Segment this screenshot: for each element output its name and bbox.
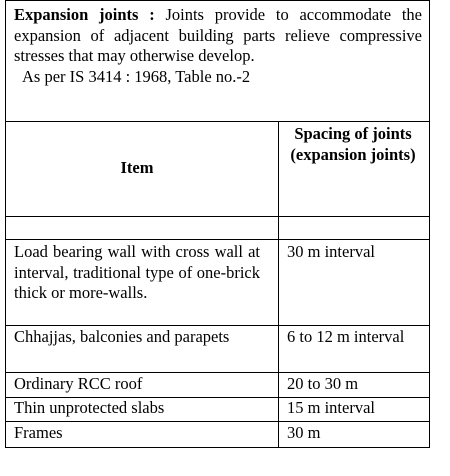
intro-separator: : [149,5,155,24]
table-row-thin-slabs-item: Thin unprotected slabs [14,398,165,417]
intro-paragraph [14,5,422,87]
header-divider [5,216,430,217]
table-row-load-bearing-item: Load bearing wall with cross wall at interval, traditional type of one-brick thick or more-walls. [14,242,260,302]
table-row-thin-slabs-spacing: 15 m interval [287,398,375,417]
table-row-frames-spacing: 30 m [287,423,321,442]
table-row-load-bearing-spacing: 30 m interval [287,242,375,261]
table-row-rcc-roof-item: Ordinary RCC roof [14,374,143,393]
row-divider [5,372,430,373]
intro-heading: Expansion joints [14,5,139,24]
table-border-left [5,0,6,448]
column-header-spacing-text: Spacing of joints (expansion joints) [290,124,416,164]
intro-body: Joints provide to accommodate the expansion of adjacent building parts relieve compressive stresses that may otherwise develop. [14,5,422,65]
table-border-right [429,0,430,448]
row-divider [5,325,430,326]
table-row-chhajjas-item: Chhajjas, balconies and parapets [14,327,230,346]
column-header-spacing [278,124,428,165]
table-border-bottom [5,447,430,448]
table-row-frames-item: Frames [14,423,63,442]
table-row-chhajjas-spacing: 6 to 12 m interval [287,327,405,346]
column-divider [278,121,279,448]
column-header-item: Item [120,158,154,177]
intro-reference: As per IS 3414 : 1968, Table no.-2 [22,66,251,86]
row-divider [5,239,430,240]
table-row-rcc-roof-spacing: 20 to 30 m [287,374,359,393]
row-divider [5,421,430,422]
intro-divider [5,121,430,122]
table-border-top [5,0,430,1]
